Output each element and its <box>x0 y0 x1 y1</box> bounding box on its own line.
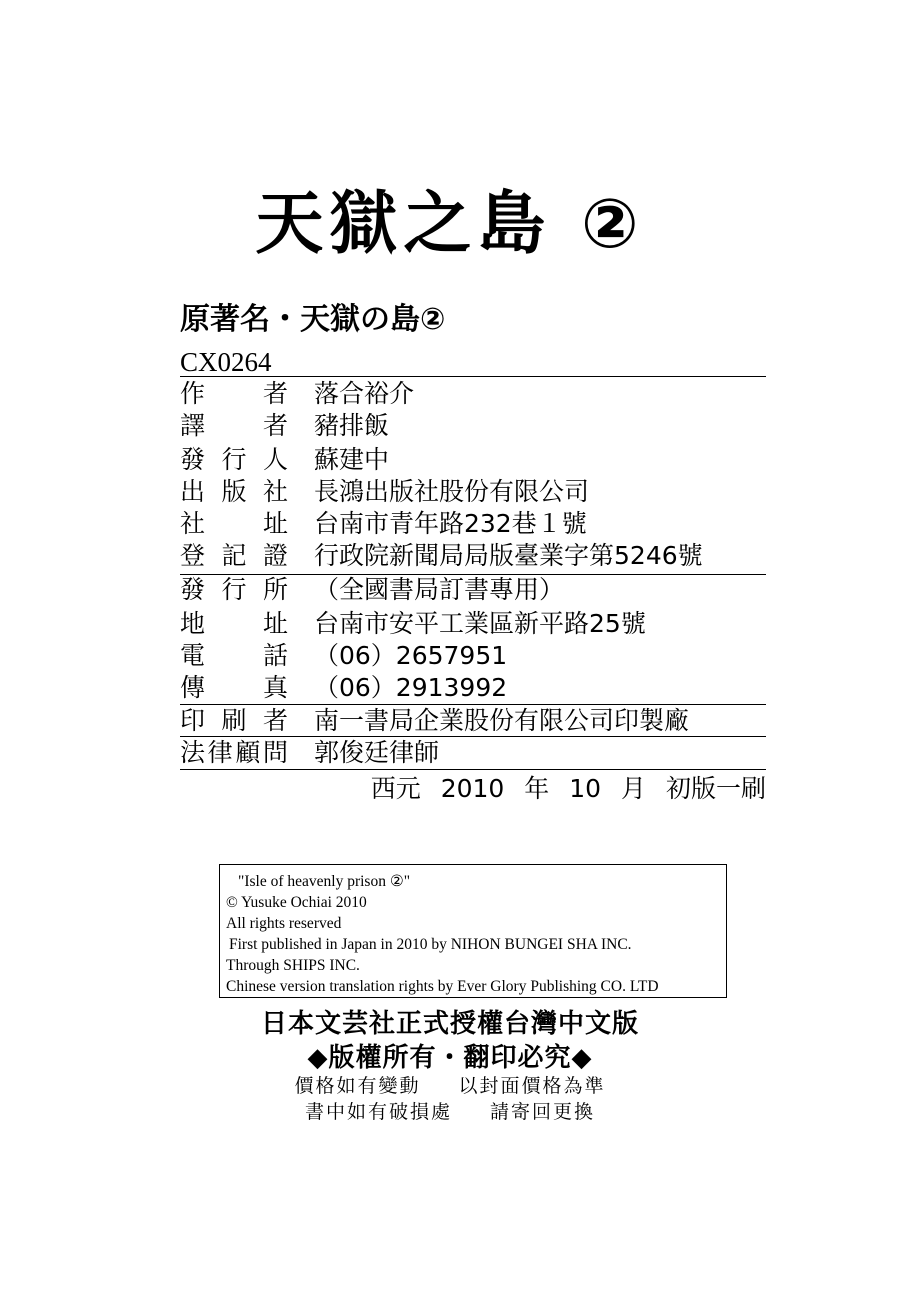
credit-label-char: 證 <box>262 541 288 570</box>
notice-line <box>0 1072 900 1100</box>
credit-label-char: 所 <box>262 575 288 604</box>
credit-label-char: 社 <box>262 477 288 506</box>
copyright-line: Through SHIPS INC. <box>226 957 360 974</box>
divider-after-registration <box>180 574 766 575</box>
notice-left: 書中如有破損處 <box>304 1101 452 1123</box>
divider-after-printer <box>180 736 766 737</box>
credit-label <box>180 508 288 540</box>
credit-label-char: 記 <box>221 541 247 570</box>
publication-date <box>371 772 766 806</box>
credit-label-char: 者 <box>262 411 288 440</box>
date-year-unit: 年 <box>524 774 550 803</box>
credit-label-char: 話 <box>262 641 288 670</box>
credit-value: 行政院新聞局局版臺業字第5246號 <box>314 541 703 570</box>
copyright-line: All rights reserved <box>226 915 342 932</box>
credit-label-char: 出 <box>180 477 206 506</box>
copyright-box <box>219 864 727 998</box>
credit-label <box>180 672 288 704</box>
divider-top <box>180 376 766 377</box>
date-month-unit: 月 <box>621 774 647 803</box>
credit-value: 台南市青年路232巷１號 <box>314 509 587 538</box>
credit-label <box>180 444 288 476</box>
credit-label <box>180 378 288 410</box>
credit-label-char: 行 <box>221 575 247 604</box>
copyright-line: Chinese version translation rights by Ever Glory Publishing CO. LTD <box>226 978 659 995</box>
credit-label <box>180 476 288 508</box>
copyright-line: "Isle of heavenly prison ②" <box>238 873 411 890</box>
copyright-line: First published in Japan in 2010 by NIHON BUNGEI SHA INC. <box>229 936 632 953</box>
credit-value: 蘇建中 <box>314 445 390 474</box>
credit-label-char: 譯 <box>180 411 206 440</box>
copyright-line: © Yusuke Ochiai 2010 <box>226 894 367 911</box>
credit-value: （全國書局訂書專用） <box>314 575 565 604</box>
book-title: 天獄之島 ② <box>255 185 645 264</box>
credit-label-char: 址 <box>262 609 288 638</box>
credit-label-char: 地 <box>180 609 206 638</box>
date-edition: 初版一刷 <box>665 774 766 803</box>
credit-label-char: 登 <box>180 541 206 570</box>
credit-label-char: 問 <box>262 738 288 767</box>
original-title: 原著名・天獄の島② <box>180 302 446 337</box>
credit-label-char: 發 <box>180 445 206 474</box>
credit-value: 落合裕介 <box>314 379 415 408</box>
notice-right: 請寄回更換 <box>490 1101 596 1123</box>
credit-label-char: 律 <box>207 738 233 767</box>
credit-value: （06）2913992 <box>314 673 508 702</box>
credit-value: 長鴻出版社股份有限公司 <box>314 477 590 506</box>
credit-label-char: 作 <box>180 379 206 408</box>
divider-after-fax <box>180 704 766 705</box>
credit-label-char: 址 <box>262 509 288 538</box>
notice-right: 以封面價格為準 <box>458 1075 606 1097</box>
credit-value: 豬排飯 <box>314 411 390 440</box>
credit-label <box>180 737 288 769</box>
authorization-statement: 日本文芸社正式授權台灣中文版 <box>260 1009 639 1039</box>
credit-label-char: 刷 <box>221 706 247 735</box>
date-year: 2010 <box>440 774 505 803</box>
credit-label-char: 真 <box>262 673 288 702</box>
notice-left: 價格如有變動 <box>294 1075 421 1097</box>
credit-label-char: 版 <box>221 477 247 506</box>
notice-line <box>0 1098 900 1126</box>
rights-notice: ◆版權所有・翻印必究◆ <box>307 1043 593 1073</box>
credit-value: 南一書局企業股份有限公司印製廠 <box>314 706 690 735</box>
credit-value: （06）2657951 <box>314 641 508 670</box>
credit-label <box>180 540 288 572</box>
credit-label-char: 者 <box>262 379 288 408</box>
credit-label-char: 印 <box>180 706 206 735</box>
credit-label-char: 顧 <box>235 738 261 767</box>
divider-bottom <box>180 769 766 770</box>
credit-label-char: 人 <box>262 445 288 474</box>
credit-label-char: 傳 <box>180 673 206 702</box>
credit-value: 郭俊廷律師 <box>314 738 440 767</box>
credit-label-char: 者 <box>262 706 288 735</box>
date-era: 西元 <box>370 774 421 803</box>
credit-label <box>180 640 288 672</box>
credit-label-char: 法 <box>180 738 206 767</box>
credit-label <box>180 410 288 442</box>
catalog-code: CX0264 <box>180 347 272 377</box>
credit-label-char: 社 <box>180 509 206 538</box>
credit-label <box>180 608 288 640</box>
credit-label-char: 行 <box>221 445 247 474</box>
credit-label <box>180 574 288 606</box>
credit-label-char: 發 <box>180 575 206 604</box>
credit-label-char: 電 <box>180 641 206 670</box>
credit-label <box>180 705 288 737</box>
credit-value: 台南市安平工業區新平路25號 <box>314 609 646 638</box>
date-month: 10 <box>569 774 602 803</box>
